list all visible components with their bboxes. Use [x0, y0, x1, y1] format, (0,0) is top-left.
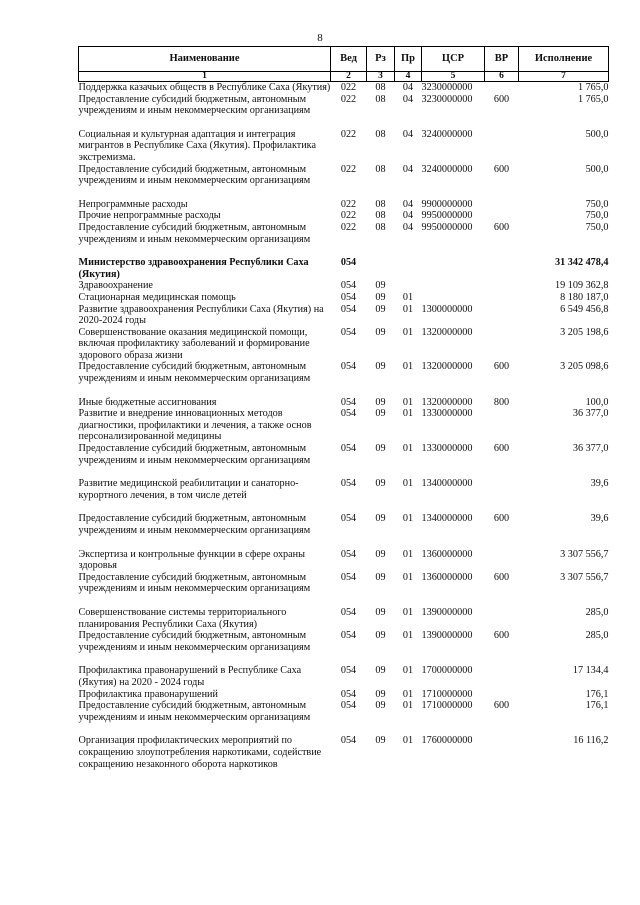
column-header: Вед	[331, 47, 367, 72]
spacer-cell	[79, 187, 609, 199]
row-ved: 054	[340, 688, 357, 700]
row-vr: 600	[493, 630, 510, 642]
row-amount: 31 342 478,4	[555, 257, 609, 269]
row-csr	[422, 292, 485, 304]
row-pr: 04	[402, 163, 414, 175]
row-ved: 054	[340, 665, 357, 677]
row-rz: 09	[375, 735, 386, 747]
row-pr: 04	[402, 210, 414, 222]
row-pr: 01	[402, 548, 414, 560]
row-vr	[485, 210, 519, 222]
row-vr	[485, 549, 519, 572]
budget-table	[78, 46, 609, 770]
row-pr: 01	[402, 513, 414, 525]
row-csr: 1320000000	[421, 326, 473, 338]
row-ved: 054	[340, 606, 357, 618]
row-pr: 01	[402, 361, 414, 373]
row-csr: 3230000000	[421, 82, 473, 93]
row-name: Социальная и культурная адаптация и интеграция мигрантов в Республике Саха (Якутия). Профилактика экстремизма.	[78, 128, 316, 163]
table-row	[79, 700, 609, 723]
table-row	[79, 513, 609, 536]
row-rz: 09	[375, 548, 386, 560]
row-csr: 1360000000	[421, 571, 473, 583]
row-csr	[422, 280, 485, 292]
row-name: Предоставление субсидий бюджетным, автономным учреждениям и иным некоммерческим организациям	[78, 513, 311, 536]
row-vr	[485, 199, 519, 211]
row-spacer	[79, 117, 609, 129]
row-ved: 054	[340, 735, 357, 747]
row-ved: 022	[340, 198, 357, 210]
row-amount: 8 180 187,0	[560, 291, 609, 303]
row-csr: 1340000000	[421, 513, 473, 525]
row-ved: 054	[340, 396, 357, 408]
row-rz: 08	[375, 163, 386, 175]
table-row	[79, 408, 609, 443]
row-amount: 39,6	[590, 513, 609, 525]
column-header: ЦСР	[422, 47, 485, 72]
column-number: 7	[519, 72, 609, 82]
row-name: Предоставление субсидий бюджетным, автономным учреждениям и иным некоммерческим организациям	[78, 700, 311, 723]
row-vr	[485, 735, 519, 770]
row-vr	[485, 478, 519, 501]
row-rz: 09	[375, 571, 386, 583]
row-name: Совершенствование оказания медицинской помощи, включая профилактику заболеваний и формирование здорового образа жизни	[78, 326, 310, 361]
table-row	[79, 630, 609, 653]
row-rz: 09	[375, 688, 386, 700]
row-spacer	[79, 187, 609, 199]
row-csr: 1300000000	[421, 303, 473, 315]
row-name: Здравоохранение	[78, 280, 153, 292]
row-csr	[422, 257, 485, 280]
row-rz: 09	[375, 700, 386, 712]
row-rz: 08	[375, 128, 386, 140]
row-vr: 600	[493, 513, 510, 525]
row-spacer	[79, 653, 609, 665]
row-amount: 1 765,0	[577, 93, 609, 105]
row-ved: 054	[340, 280, 357, 292]
row-rz: 09	[375, 361, 386, 373]
column-header: ВР	[485, 47, 519, 72]
column-number: 6	[485, 72, 519, 82]
row-name: Развитие здравоохранения Республики Саха (Якутия) на 2020-2024 годы	[78, 303, 324, 327]
column-header: Наименование	[79, 47, 331, 72]
row-csr: 1330000000	[421, 443, 473, 455]
row-vr: 600	[493, 221, 510, 233]
row-rz: 09	[375, 326, 386, 338]
row-name: Экспертиза и контрольные функции в сфере охраны здоровья	[78, 548, 305, 572]
row-rz: 09	[375, 478, 386, 490]
column-number: 4	[395, 72, 422, 82]
row-ved: 054	[340, 513, 357, 525]
column-number: 3	[367, 72, 395, 82]
row-pr: 01	[402, 630, 414, 642]
row-amount: 17 134,4	[572, 665, 609, 677]
row-ved: 054	[340, 408, 357, 420]
row-amount: 750,0	[585, 221, 609, 233]
column-header: Исполнение	[519, 47, 609, 72]
table-row	[79, 572, 609, 595]
row-name: Развитие и внедрение инновационных методов диагностики, профилактики и лечения, а также основ персонализированной медицины	[78, 408, 312, 443]
row-csr: 1320000000	[421, 361, 473, 373]
row-ved: 022	[340, 210, 357, 222]
table-row	[79, 327, 609, 362]
row-pr: 01	[402, 606, 414, 618]
row-amount: 1 765,0	[577, 82, 609, 93]
row-pr: 01	[402, 443, 414, 455]
row-rz: 08	[375, 93, 386, 105]
row-vr	[485, 82, 519, 94]
row-spacer	[79, 466, 609, 478]
row-pr: 01	[402, 291, 414, 303]
table-row	[79, 361, 609, 384]
row-ved: 054	[340, 478, 357, 490]
table-row	[79, 443, 609, 466]
row-amount: 176,1	[585, 700, 609, 712]
row-ved: 022	[340, 128, 357, 140]
row-csr: 1340000000	[421, 478, 473, 490]
row-rz: 09	[375, 291, 386, 303]
row-pr	[395, 257, 422, 280]
row-pr: 01	[402, 396, 414, 408]
row-name: Предоставление субсидий бюджетным, автономным учреждениям и иным некоммерческим организациям	[78, 361, 311, 385]
table-row	[79, 280, 609, 292]
row-vr	[485, 129, 519, 164]
table-row	[79, 257, 609, 280]
row-amount: 285,0	[585, 630, 609, 642]
row-spacer	[79, 723, 609, 735]
table-row	[79, 397, 609, 409]
row-name: Профилактика правонарушений в Республике Саха (Якутия) на 2020 - 2024 годы	[78, 665, 302, 688]
row-vr	[485, 665, 519, 688]
row-rz: 09	[375, 630, 386, 642]
row-amount: 750,0	[585, 198, 609, 210]
row-vr	[485, 408, 519, 443]
table-row	[79, 199, 609, 211]
row-vr	[485, 292, 519, 304]
row-pr: 01	[402, 303, 414, 315]
row-name: Иные бюджетные ассигнования	[78, 396, 217, 408]
table-row	[79, 665, 609, 688]
row-vr: 600	[493, 571, 510, 583]
row-ved: 054	[340, 361, 357, 373]
column-header: Рз	[367, 47, 395, 72]
row-ved: 022	[340, 82, 357, 93]
table-row	[79, 94, 609, 117]
column-number: 2	[331, 72, 367, 82]
row-name: Предоставление субсидий бюджетным, автономным учреждениям и иным некоммерческим организациям	[78, 630, 311, 653]
row-csr: 1390000000	[421, 630, 473, 642]
row-ved: 022	[340, 221, 357, 233]
row-name: Стационарная медицинская помощь	[78, 291, 236, 303]
row-amount: 39,6	[590, 478, 609, 490]
row-pr: 04	[402, 82, 414, 93]
row-amount: 3 205 198,6	[560, 326, 609, 338]
row-amount: 16 116,2	[573, 735, 609, 747]
row-spacer	[79, 501, 609, 513]
row-csr: 1320000000	[421, 396, 473, 408]
table-row	[79, 735, 609, 770]
row-rz: 09	[375, 606, 386, 618]
row-name: Предоставление субсидий бюджетным, автономным учреждениям и иным некоммерческим организациям	[78, 93, 311, 117]
row-name: Поддержка казачьих обществ в Республике Саха (Якутия)	[78, 82, 331, 93]
row-name: Организация профилактических мероприятий по сокращению злоупотребления наркотиками, содействие сокращению незаконного оборота наркотиков	[78, 735, 322, 770]
row-csr: 1710000000	[421, 688, 473, 700]
row-csr: 1710000000	[421, 700, 473, 712]
row-ved: 054	[340, 443, 357, 455]
row-ved: 054	[340, 291, 357, 303]
row-rz: 09	[375, 408, 386, 420]
row-vr: 600	[493, 443, 510, 455]
column-number: 1	[79, 72, 331, 82]
spacer-cell	[79, 117, 609, 129]
row-amount: 3 205 098,6	[560, 361, 609, 373]
row-amount: 3 307 556,7	[560, 571, 609, 583]
row-spacer	[79, 385, 609, 397]
table-row	[79, 549, 609, 572]
row-vr: 600	[493, 700, 510, 712]
row-pr: 01	[402, 408, 414, 420]
row-pr: 01	[402, 571, 414, 583]
row-csr: 9950000000	[421, 210, 473, 222]
header-row	[79, 47, 609, 72]
row-amount: 500,0	[585, 128, 609, 140]
row-vr	[485, 280, 519, 292]
row-csr: 9900000000	[421, 198, 473, 210]
table-row	[79, 292, 609, 304]
row-pr	[395, 280, 422, 292]
row-pr: 04	[402, 198, 414, 210]
row-rz: 09	[375, 665, 386, 677]
spacer-cell	[79, 723, 609, 735]
table-row	[79, 222, 609, 245]
row-pr: 01	[402, 688, 414, 700]
row-rz: 09	[375, 443, 386, 455]
spacer-cell	[79, 466, 609, 478]
row-csr: 9950000000	[421, 221, 473, 233]
spacer-cell	[79, 653, 609, 665]
row-rz: 09	[375, 280, 386, 292]
row-pr: 04	[402, 93, 414, 105]
table-row	[79, 689, 609, 701]
row-name: Профилактика правонарушений	[78, 688, 218, 700]
spacer-cell	[79, 501, 609, 513]
row-rz: 09	[375, 396, 386, 408]
row-csr: 1760000000	[421, 735, 473, 747]
spacer-cell	[79, 385, 609, 397]
table-row	[79, 129, 609, 164]
row-pr: 04	[402, 128, 414, 140]
row-name: Непрограммные расходы	[78, 198, 188, 210]
row-csr: 3240000000	[421, 163, 473, 175]
spacer-cell	[79, 595, 609, 607]
row-csr: 3230000000	[421, 93, 473, 105]
row-spacer	[79, 537, 609, 549]
row-csr: 3240000000	[421, 128, 473, 140]
row-vr	[485, 607, 519, 630]
row-vr: 800	[493, 396, 510, 408]
row-amount: 500,0	[585, 163, 609, 175]
row-rz: 08	[375, 82, 386, 93]
row-csr: 1360000000	[421, 548, 473, 560]
column-header: Пр	[395, 47, 422, 72]
row-amount: 19 109 362,8	[555, 280, 609, 292]
row-rz: 08	[375, 221, 386, 233]
row-name: Прочие непрограммные расходы	[78, 210, 221, 222]
table-row	[79, 304, 609, 327]
row-ved: 054	[340, 303, 357, 315]
row-vr: 600	[493, 93, 510, 105]
table-row	[79, 82, 609, 94]
row-ved: 054	[340, 571, 357, 583]
row-name: Предоставление субсидий бюджетным, автономным учреждениям и иным некоммерческим организациям	[78, 221, 311, 245]
row-vr	[485, 689, 519, 701]
row-csr: 1330000000	[421, 408, 473, 420]
row-vr	[485, 304, 519, 327]
row-amount: 285,0	[585, 606, 609, 618]
row-ved: 054	[340, 700, 357, 712]
table-row	[79, 210, 609, 222]
row-amount: 36 377,0	[572, 408, 609, 420]
row-spacer	[79, 245, 609, 257]
row-rz: 08	[375, 210, 386, 222]
spacer-cell	[79, 245, 609, 257]
table-row	[79, 164, 609, 187]
page-number: 8	[317, 32, 323, 44]
table-row	[79, 478, 609, 501]
row-amount: 750,0	[585, 210, 609, 222]
row-rz	[367, 257, 395, 280]
row-rz: 09	[375, 303, 386, 315]
row-rz: 09	[375, 513, 386, 525]
row-ved: 054	[340, 257, 357, 269]
column-number-row	[79, 72, 609, 82]
row-pr: 01	[402, 326, 414, 338]
row-amount: 100,0	[585, 396, 609, 408]
row-ved: 022	[340, 93, 357, 105]
row-name: Предоставление субсидий бюджетным, автономным учреждениям и иным некоммерческим организациям	[78, 571, 311, 595]
row-ved: 022	[340, 163, 357, 175]
row-csr: 1700000000	[421, 665, 473, 677]
row-pr: 04	[402, 221, 414, 233]
row-csr: 1390000000	[421, 606, 473, 618]
row-pr: 01	[402, 478, 414, 490]
row-amount: 176,1	[585, 688, 609, 700]
spacer-cell	[79, 537, 609, 549]
row-vr: 600	[493, 361, 510, 373]
row-ved: 054	[340, 548, 357, 560]
row-pr: 01	[402, 735, 414, 747]
row-ved: 054	[340, 630, 357, 642]
row-vr: 600	[493, 163, 510, 175]
row-pr: 01	[402, 665, 414, 677]
row-amount: 6 549 456,8	[560, 303, 609, 315]
row-vr	[485, 257, 519, 280]
table-body	[79, 82, 609, 771]
row-name: Совершенствование системы территориального планирования Республики Саха (Якутия)	[78, 606, 287, 630]
row-name: Предоставление субсидий бюджетным, автономным учреждениям и иным некоммерческим организациям	[78, 443, 311, 466]
row-amount: 3 307 556,7	[560, 548, 609, 560]
column-number: 5	[422, 72, 485, 82]
row-name: Министерство здравоохранения Республики Саха (Якутия)	[78, 257, 309, 280]
row-pr: 01	[402, 700, 414, 712]
row-ved: 054	[340, 326, 357, 338]
row-name: Предоставление субсидий бюджетным, автономным учреждениям и иным некоммерческим организациям	[78, 163, 311, 187]
table-row	[79, 607, 609, 630]
row-amount: 36 377,0	[572, 443, 609, 455]
row-rz: 08	[375, 198, 386, 210]
row-name: Развитие медицинской реабилитации и санаторно-курортного лечения, в том числе детей	[78, 478, 299, 501]
row-spacer	[79, 595, 609, 607]
row-vr	[485, 327, 519, 362]
